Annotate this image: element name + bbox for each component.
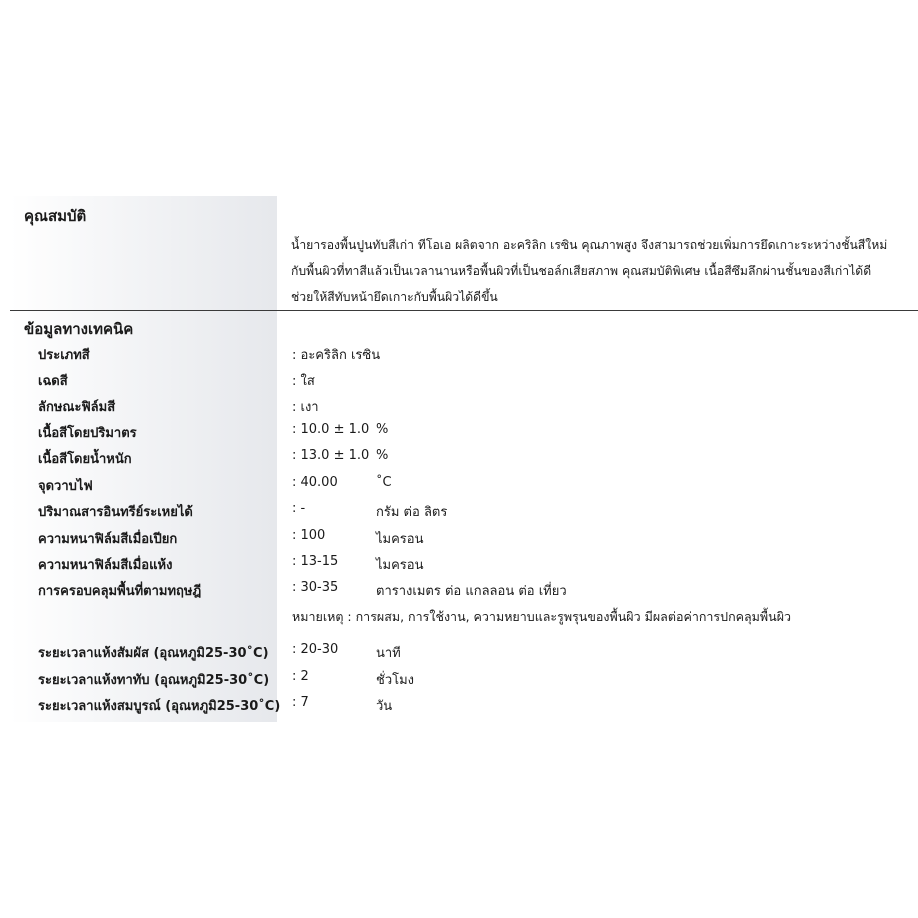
spec-value: : 7 — [292, 695, 309, 710]
spec-unit: กรัม ต่อ ลิตร — [376, 505, 448, 520]
spec-label: ระยะเวลาแห้งสัมผัส (อุณหภูมิ25-30˚C) — [38, 646, 269, 661]
spec-value: : 2 — [292, 669, 309, 684]
spec-row — [10, 472, 918, 498]
drying-row — [10, 666, 918, 692]
spec-unit: % — [376, 448, 389, 463]
spec-unit: นาที — [376, 646, 401, 661]
product-spec-sheet — [10, 196, 918, 714]
drying-row — [10, 692, 918, 718]
spec-label: จุดวาบไฟ — [38, 479, 93, 494]
spec-label: ลักษณะฟิล์มสี — [38, 400, 116, 415]
properties-description — [291, 232, 918, 310]
spec-label: เฉดสี — [38, 374, 68, 389]
spec-row — [10, 551, 918, 577]
spec-row — [10, 498, 918, 524]
drying-row — [10, 639, 918, 665]
spec-unit: ไมครอน — [376, 558, 424, 573]
spec-value: : 40.00 — [292, 475, 338, 490]
spec-label: ปริมาณสารอินทรีย์ระเหยได้ — [38, 505, 193, 520]
spec-row — [10, 577, 918, 603]
spec-value: : 30-35 — [292, 580, 339, 595]
spec-unit: ตารางเมตร ต่อ แกลลอน ต่อ เที่ยว — [376, 584, 567, 599]
spec-label: การครอบคลุมพื้นที่ตามทฤษฎี — [38, 584, 202, 599]
properties-section — [10, 196, 918, 310]
spec-label: ระยะเวลาแห้งสมบูรณ์ (อุณหภูมิ25-30˚C) — [38, 699, 281, 714]
properties-line: น้ำยารองพื้นปูนทับสีเก่า ทีโอเอ ผลิตจาก อะคริลิก เรซิน คุณภาพสูง จึงสามารถช่วยเพิ่มการยึดเกาะระหว่างชั้นสีใหม่ — [291, 238, 888, 252]
spec-value: : 10.0 ± 1.0 — [292, 422, 370, 437]
spec-value: : เงา — [292, 400, 319, 415]
technical-heading: ข้อมูลทางเทคนิค — [24, 320, 134, 338]
spec-row — [10, 445, 918, 471]
properties-heading: คุณสมบัติ — [24, 207, 87, 225]
spec-label: ระยะเวลาแห้งทาทับ (อุณหภูมิ25-30˚C) — [38, 673, 270, 688]
spec-value: : 100 — [292, 528, 326, 543]
spec-label: ความหนาฟิล์มสีเมื่อแห้ง — [38, 558, 173, 573]
spec-row — [10, 419, 918, 445]
spec-unit: ˚C — [376, 475, 392, 490]
spec-label: เนื้อสีโดยน้ำหนัก — [38, 452, 132, 467]
spec-value: : 13.0 ± 1.0 — [292, 448, 370, 463]
spec-value: : อะคริลิก เรซิน — [292, 348, 381, 363]
spec-value: : 13-15 — [292, 554, 339, 569]
section-divider — [10, 310, 918, 311]
properties-line: กับพื้นผิวที่ทาสีแล้วเป็นเวลานานหรือพื้นผิวที่เป็นชอล์กเสียสภาพ คุณสมบัติพิเศษ เนื้อสีซึมลึกผ่านชั้นของสีเก่าได้ดี — [291, 264, 872, 278]
spec-unit: วัน — [376, 699, 393, 714]
spec-label: ประเภทสี — [38, 348, 90, 363]
spec-value: : - — [292, 501, 306, 516]
spec-row — [10, 393, 918, 419]
coverage-note: หมายเหตุ : การผสม, การใช้งาน, ความหยาบและรูพรุนของพื้นผิว มีผลต่อค่าการปกคลุมพื้นผิว — [292, 609, 792, 624]
spec-row — [10, 367, 918, 393]
spec-value: : 20-30 — [292, 642, 339, 657]
spec-row — [10, 525, 918, 551]
spec-row — [10, 341, 918, 367]
spec-unit: ชั่วโมง — [376, 673, 415, 688]
spec-label: เนื้อสีโดยปริมาตร — [38, 426, 137, 441]
spec-unit: % — [376, 422, 389, 437]
spec-value: : ใส — [292, 374, 315, 389]
properties-line: ช่วยให้สีทับหน้ายึดเกาะกับพื้นผิวได้ดีขึ้น — [291, 290, 498, 304]
spec-label: ความหนาฟิล์มสีเมื่อเปียก — [38, 532, 178, 547]
spec-unit: ไมครอน — [376, 532, 424, 547]
